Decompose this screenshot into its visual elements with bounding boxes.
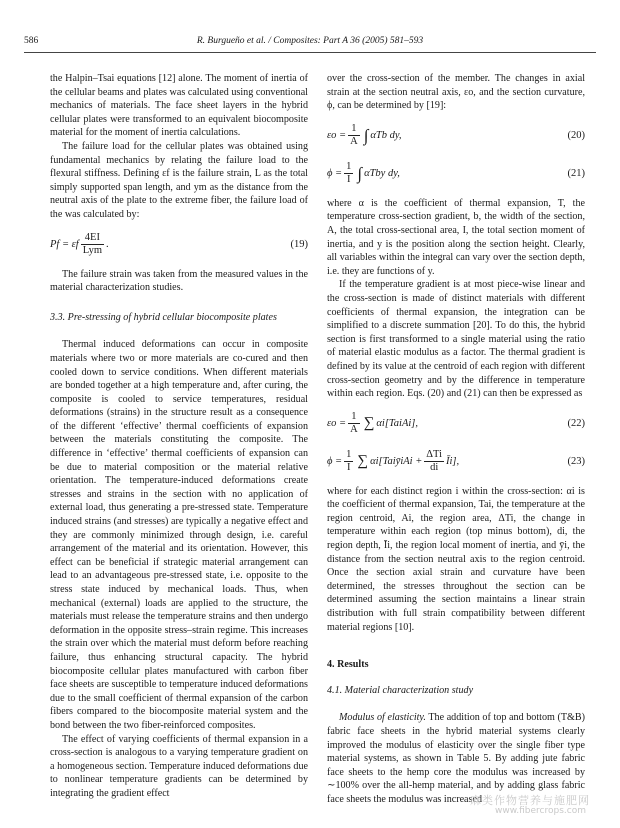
paragraph: the Halpin–Tsai equations [12] alone. The moment of inertia of the cellular beams and plates was calculated using conventional mechanics of materials. The face sheet layers in the hybrid cellular plates were transformed to an equivalent biocomposite material for the moment of inertia calculations. [50,73,308,139]
paragraph-text: The addition of top and bottom (T&B) fabric face sheets in the hybrid material systems clearly improved the modulus of elasticity over the single fiber type material systems, as shown in Table 5. By adding jute fabric face sheets to the hemp core the modulus was increased by ∼100% over the all-hemp material, and by adding glass fabric face sheets the modulus was increased [327,712,585,805]
fraction-numerator: 1 [348,411,360,424]
equation-19: Pf = εf $\frac{4EI}{\text{Lym}}$ . (19) [50,230,308,260]
fraction-numerator: ΔTi [426,449,443,461]
equation-22 [327,409,585,439]
paragraph: Thermal induced deformations can occur in composite materials where two or more materials are co-cured and then cooled down to service conditions. When different materials are bonded together at a high temperature and, after curing, the composite is cooled to service temperatures, residual deformations (strains) in the structure result as a consequence of the different ‘effective’ thermal coefficients of expansion between the materials constituting the composite. The difference in ‘effective’ thermal coefficients of expansion can be due to material composition or the material relative orientation. The temperature-induced deformations create stresses and strains in the section with no application of external load, thus generating a pre-stressed state. Temperature induced strains (and stresses) are typically a negative effect and they are commonly minimized through design, i.e. careful arrangement of the material and its orientation. However, this effect can be beneficial if strategic material arrangement can lead to an advantageous pre-stressed state, i.e. opposite to the stress state induced by mechanical loads. Thus, when mechanical (external) loads are applied to the structure, the materials must release the temperature strains and then undergo deformation in the opposite stress–strain regime. This increases the strain over which the material must deform before reaching failure, thus enhancing structural capacity. The hybrid biocomposite cellular plates manufactured with carbon fiber face sheets are susceptible to temperature induced deformations due to the small coefficient of thermal expansion of the carbon fibers compared to the biocomposite material system and the bond between the two fiber-reinforced composites. [50,339,308,731]
fraction [344,161,353,186]
paragraph: over the cross-section of the member. The changes in axial strain at the section neutral axis, εo, and the section curvature, ϕ, can be determined by [19]: [327,73,585,112]
fraction-denominator: A [350,136,358,148]
fraction-denominator: Lym [82,245,102,257]
page-number: 586 [24,36,39,46]
watermark-text: 麻类作物营养与施肥网 [470,794,590,807]
fraction-denominator: I [347,174,351,186]
summation-sign: ∑ [357,453,369,470]
equation-number: (21) [567,167,585,179]
subsection-heading: 4.1. Material characterization study [327,684,474,696]
paragraph-lead: Modulus of elasticity. [339,712,426,724]
fraction-numerator: 1 [348,123,360,136]
paragraph: The failure load for the cellular plates was obtained using fundamental mechanics by relating the failure load to the flexural stiffness. Defining εf is the failure strain, L as the total simply supported span length, and ym as the distance from the neutral axis of the plate to the extreme fiber, the failure load of the was calculated by: [50,140,308,220]
fraction-denominator: I [347,462,351,474]
equation-rhs: αi[TaiȳiAi + [370,455,423,467]
fraction [348,411,360,436]
fraction [348,123,360,148]
fraction [424,449,444,474]
equation-rhs: αTb dy, [370,129,402,141]
fraction [344,449,353,474]
section-heading: 3.3. Pre-stressing of hybrid cellular biocomposite plates [50,311,277,323]
watermark-url: www.fibercrops.com [495,806,586,816]
equation-rhs: αi[TaiAi], [376,417,419,429]
integral-sign: ∫ [357,164,363,184]
paragraph: The effect of varying coefficients of thermal expansion in a cross-section is analogous to a varying temperature gradient on a homogeneous section. Temperature induced deformations due to nonlinear temperature gradients can be determined by integrating the gradient effect [50,733,308,799]
equation-number: (19) [290,238,308,250]
paragraph: where α is the coefficient of thermal expansion, T, the temperature cross-section gradient, b, the width of the section, A, the total cross-sectional area, I, the total section moment of inertia, and y is the position along the section height. Clearly, all variables within the integral can vary over the section depth, i.e. they are functions of y. [327,197,585,277]
integral-sign: ∫ [363,126,369,146]
equation-tail: Īi], [446,455,460,467]
fraction-denominator: di [430,462,439,474]
fraction-numerator: 1 [346,161,352,173]
equation-number: (22) [567,417,585,429]
equation-20 [327,121,585,151]
equation-lhs: ϕ = [327,455,343,467]
fraction-numerator: 1 [346,449,352,461]
running-header [24,34,596,48]
header-rule [24,52,596,53]
equation-rhs: αTby dy, [364,167,400,179]
paragraph: If the temperature gradient is at most piece-wise linear and the cross-section is made of distinct materials with different coefficients of thermal expansion, the integration can be simplified to a discrete summation [20]. To do this, the hybrid section is first transformed to a single material using the ratio of material elastic modulus as a factor. The thermal gradient is defined by its value at the centroid of each region with different cross-section geometry and by the difference in temperature within each region. Eqs. (20) and (21) can then be expressed as [327,279,585,400]
running-title: R. Burgueño et al. / Composites: Part A 36 (2005) 581–593 [196,36,424,46]
fraction-denominator: A [350,424,358,436]
right-column [327,72,585,807]
fraction [81,232,104,257]
equation-number: (20) [567,129,585,141]
equation-23 [327,447,585,477]
paragraph: The failure strain was taken from the measured values in the material characterization studies. [50,268,308,294]
equation-lhs: εo = [327,129,347,141]
section-heading: 4. Results [327,659,369,671]
equation-21 [327,159,585,189]
summation-sign: ∑ [363,415,375,432]
left-column [50,72,308,801]
equation-lhs: Pf = εf [50,238,79,250]
equation-lhs: εo = [327,417,347,429]
equation-lhs: ϕ = [327,167,343,179]
paragraph: where for each distinct region i within the cross-section: αi is the coefficient of thermal expansion, Tai, the temperature at the region centroid, Ai, the region area, ΔTi, the change in temperature within each region (top minus bottom), di, the region depth, Īi, the region local moment of inertia, and ȳi, the distance from the section neutral axis to the region centroid. Once the section axial strain and curvature have been determined, the stresses throughout the section can be determined assuming the section maintains a linear strain distribution with full strain compatibility between different material regions [10]. [327,485,585,633]
fraction-numerator: 4EI [81,232,104,245]
equation-number: (23) [567,455,585,467]
